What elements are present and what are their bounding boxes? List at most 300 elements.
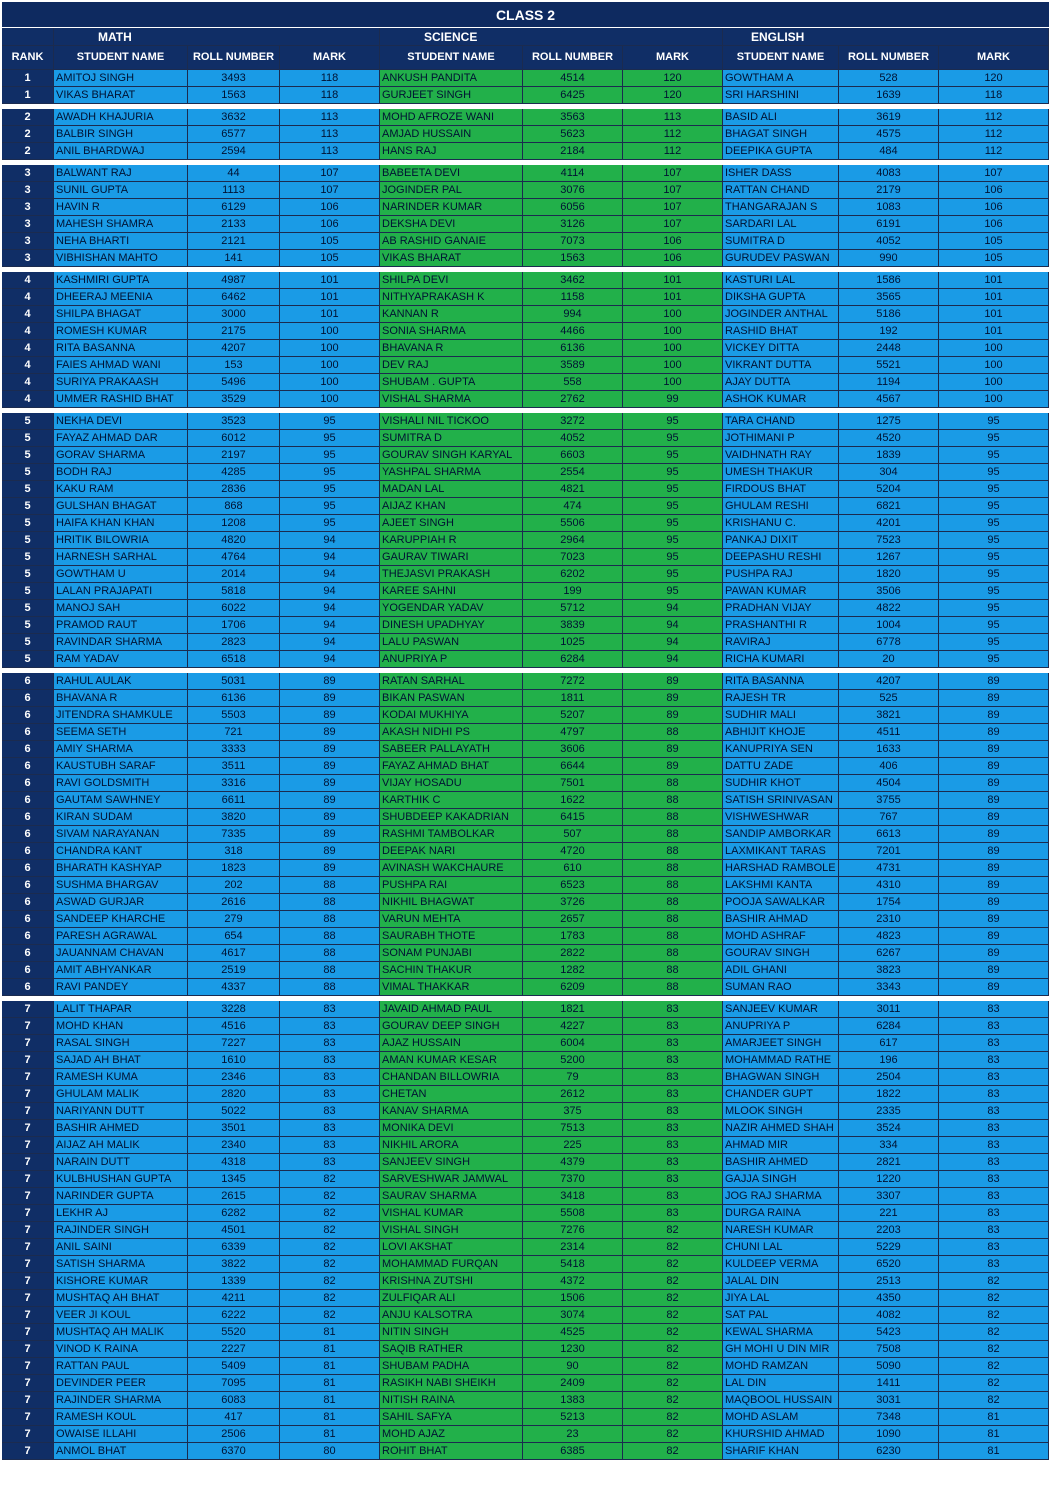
science-roll-cell: 3726 xyxy=(523,894,623,911)
science-roll-cell: 3563 xyxy=(523,109,623,126)
english-mark-cell: 95 xyxy=(939,498,1049,515)
rank-cell: 5 xyxy=(2,634,54,651)
science-name-cell: KRISHNA ZUTSHI xyxy=(380,1273,523,1290)
english-name-cell: MOHD ASHRAF xyxy=(723,928,839,945)
rank-cell: 6 xyxy=(2,673,54,690)
english-name-cell: LAXMIKANT TARAS xyxy=(723,843,839,860)
science-mark-cell: 95 xyxy=(623,549,723,566)
english-mark-cell: 83 xyxy=(939,1154,1049,1171)
math-mark-cell: 83 xyxy=(280,1086,380,1103)
math-name-cell: GORAV SHARMA xyxy=(54,447,188,464)
math-mark-cell: 106 xyxy=(280,199,380,216)
science-mark-cell: 100 xyxy=(623,374,723,391)
math-roll-cell: 7095 xyxy=(188,1375,280,1392)
rank-cell: 7 xyxy=(2,1256,54,1273)
english-name-cell: SUDHIR MALI xyxy=(723,707,839,724)
english-name-cell: TARA CHAND xyxy=(723,413,839,430)
math-roll-cell: 6518 xyxy=(188,651,280,668)
rank-cell: 6 xyxy=(2,826,54,843)
math-name-cell: HAVIN R xyxy=(54,199,188,216)
math-roll-cell: 3511 xyxy=(188,758,280,775)
math-mark-cell: 105 xyxy=(280,233,380,250)
science-name-cell: MOHD AJAZ xyxy=(380,1426,523,1443)
rank-cell: 7 xyxy=(2,1069,54,1086)
rank-cell: 6 xyxy=(2,894,54,911)
science-roll-cell: 1563 xyxy=(523,250,623,267)
math-name-cell: FAYAZ AHMAD DAR xyxy=(54,430,188,447)
science-mark-cell: 88 xyxy=(623,775,723,792)
math-name-cell: RAMESH KOUL xyxy=(54,1409,188,1426)
math-name-cell: SATISH SHARMA xyxy=(54,1256,188,1273)
english-mark-cell: 83 xyxy=(939,1188,1049,1205)
english-mark-cell: 112 xyxy=(939,109,1049,126)
english-name-cell: FIRDOUS BHAT xyxy=(723,481,839,498)
rank-cell: 3 xyxy=(2,250,54,267)
science-mark-cell: 83 xyxy=(623,1035,723,1052)
math-name-cell: RAVINDAR SHARMA xyxy=(54,634,188,651)
rank-cell: 3 xyxy=(2,233,54,250)
english-roll-cell: 5423 xyxy=(839,1324,939,1341)
science-mark-cell: 82 xyxy=(623,1256,723,1273)
math-name-cell: HAIFA KHAN KHAN xyxy=(54,515,188,532)
math-mark-cell: 81 xyxy=(280,1358,380,1375)
science-name-cell: SHUBAM . GUPTA xyxy=(380,374,523,391)
english-roll-cell: 1194 xyxy=(839,374,939,391)
math-name-cell: ANIL SAINI xyxy=(54,1239,188,1256)
rank-cell: 5 xyxy=(2,481,54,498)
math-mark-cell: 118 xyxy=(280,87,380,104)
english-roll-cell: 1004 xyxy=(839,617,939,634)
english-roll-cell: 2448 xyxy=(839,340,939,357)
science-roll-cell: 6603 xyxy=(523,447,623,464)
science-mark-cell: 100 xyxy=(623,340,723,357)
math-name-cell: NARAIN DUTT xyxy=(54,1154,188,1171)
rank-cell: 3 xyxy=(2,216,54,233)
science-mark-cell: 106 xyxy=(623,250,723,267)
rank-cell: 6 xyxy=(2,979,54,996)
math-mark-cell: 94 xyxy=(280,634,380,651)
math-name-cell: BODH RAJ xyxy=(54,464,188,481)
math-mark-cell: 89 xyxy=(280,843,380,860)
english-roll-cell: 7508 xyxy=(839,1341,939,1358)
math-name-cell: AMIT ABHYANKAR xyxy=(54,962,188,979)
science-mark-cell: 113 xyxy=(623,109,723,126)
math-roll-cell: 4987 xyxy=(188,272,280,289)
math-roll-cell: 153 xyxy=(188,357,280,374)
english-mark-cell: 95 xyxy=(939,481,1049,498)
science-mark-cell: 95 xyxy=(623,464,723,481)
english-mark-cell: 118 xyxy=(939,87,1049,104)
science-name-cell: HANS RAJ xyxy=(380,143,523,160)
english-roll-cell: 528 xyxy=(839,70,939,87)
science-mark-cell: 83 xyxy=(623,1069,723,1086)
english-mark-cell: 81 xyxy=(939,1426,1049,1443)
math-name-cell: KAUSTUBH SARAF xyxy=(54,758,188,775)
english-name-cell: GOURAV SINGH xyxy=(723,945,839,962)
science-roll-cell: 7276 xyxy=(523,1222,623,1239)
english-name-cell: DATTU ZADE xyxy=(723,758,839,775)
rank-group-separator xyxy=(2,104,1049,108)
math-roll-cell: 5031 xyxy=(188,673,280,690)
science-roll-cell: 2657 xyxy=(523,911,623,928)
english-mark-cell: 89 xyxy=(939,690,1049,707)
english-mark-cell: 105 xyxy=(939,250,1049,267)
science-roll-cell: 2612 xyxy=(523,1086,623,1103)
science-name-cell: RASIKH NABI SHEIKH xyxy=(380,1375,523,1392)
science-name-cell: AMJAD HUSSAIN xyxy=(380,126,523,143)
science-roll-cell: 3418 xyxy=(523,1188,623,1205)
math-mark-header: MARK xyxy=(280,46,380,70)
science-name-cell: VISHAL KUMAR xyxy=(380,1205,523,1222)
science-roll-cell: 7073 xyxy=(523,233,623,250)
science-roll-cell: 4372 xyxy=(523,1273,623,1290)
science-mark-cell: 82 xyxy=(623,1392,723,1409)
science-mark-cell: 89 xyxy=(623,741,723,758)
science-roll-cell: 7370 xyxy=(523,1171,623,1188)
english-roll-cell: 3821 xyxy=(839,707,939,724)
english-name-cell: DEEPIKA GUPTA xyxy=(723,143,839,160)
science-mark-cell: 107 xyxy=(623,165,723,182)
science-roll-cell: 4379 xyxy=(523,1154,623,1171)
science-roll-cell: 6209 xyxy=(523,979,623,996)
rank-cell: 5 xyxy=(2,515,54,532)
english-mark-cell: 101 xyxy=(939,289,1049,306)
math-roll-cell: 44 xyxy=(188,165,280,182)
rank-cell: 7 xyxy=(2,1239,54,1256)
science-name-cell: SAHIL SAFYA xyxy=(380,1409,523,1426)
math-mark-cell: 80 xyxy=(280,1443,380,1460)
science-mark-cell: 107 xyxy=(623,199,723,216)
science-name-cell: SHUBDEEP KAKADRIAN xyxy=(380,809,523,826)
english-roll-cell: 2504 xyxy=(839,1069,939,1086)
science-name-cell: NIKHIL ARORA xyxy=(380,1137,523,1154)
science-name-cell: SONAM PUNJABI xyxy=(380,945,523,962)
english-name-cell: BASHIR AHMAD xyxy=(723,911,839,928)
english-roll-cell: 196 xyxy=(839,1052,939,1069)
english-roll-cell: 3524 xyxy=(839,1120,939,1137)
rank-cell: 6 xyxy=(2,962,54,979)
rank-cell: 7 xyxy=(2,1409,54,1426)
english-mark-cell: 83 xyxy=(939,1222,1049,1239)
math-mark-cell: 88 xyxy=(280,911,380,928)
math-name-cell: ROMESH KUMAR xyxy=(54,323,188,340)
math-roll-cell: 3523 xyxy=(188,413,280,430)
english-roll-cell: 525 xyxy=(839,690,939,707)
science-mark-cell: 82 xyxy=(623,1426,723,1443)
science-roll-cell: 6385 xyxy=(523,1443,623,1460)
math-name-cell: RITA BASANNA xyxy=(54,340,188,357)
rank-cell: 5 xyxy=(2,617,54,634)
science-roll-cell: 1282 xyxy=(523,962,623,979)
rank-cell: 7 xyxy=(2,1392,54,1409)
math-roll-cell: 4337 xyxy=(188,979,280,996)
math-roll-cell: 7335 xyxy=(188,826,280,843)
math-roll-cell: 5520 xyxy=(188,1324,280,1341)
science-name-cell: JOGINDER PAL xyxy=(380,182,523,199)
english-roll-cell: 3755 xyxy=(839,792,939,809)
science-roll-cell: 4797 xyxy=(523,724,623,741)
math-mark-cell: 95 xyxy=(280,430,380,447)
math-roll-cell: 6222 xyxy=(188,1307,280,1324)
math-mark-cell: 95 xyxy=(280,447,380,464)
rank-cell: 6 xyxy=(2,928,54,945)
math-name-cell: BALWANT RAJ xyxy=(54,165,188,182)
english-mark-cell: 82 xyxy=(939,1324,1049,1341)
english-roll-cell: 5229 xyxy=(839,1239,939,1256)
math-roll-cell: 2227 xyxy=(188,1341,280,1358)
science-name-cell: AIJAZ KHAN xyxy=(380,498,523,515)
english-roll-cell: 3565 xyxy=(839,289,939,306)
science-roll-cell: 4525 xyxy=(523,1324,623,1341)
english-mark-cell: 95 xyxy=(939,583,1049,600)
english-roll-cell: 1267 xyxy=(839,549,939,566)
science-roll-cell: 6644 xyxy=(523,758,623,775)
science-roll-cell: 3272 xyxy=(523,413,623,430)
math-name-cell: JAUANNAM CHAVAN xyxy=(54,945,188,962)
science-name-cell: YOGENDAR YADAV xyxy=(380,600,523,617)
math-mark-cell: 82 xyxy=(280,1290,380,1307)
math-mark-cell: 101 xyxy=(280,289,380,306)
science-roll-cell: 7023 xyxy=(523,549,623,566)
science-name-cell: DINESH UPADHYAY xyxy=(380,617,523,634)
math-roll-cell: 2340 xyxy=(188,1137,280,1154)
rank-cell: 7 xyxy=(2,1205,54,1222)
english-mark-cell: 95 xyxy=(939,600,1049,617)
science-name-cell: SARVESHWAR JAMWAL xyxy=(380,1171,523,1188)
science-mark-cell: 83 xyxy=(623,1103,723,1120)
english-mark-cell: 100 xyxy=(939,340,1049,357)
english-roll-cell: 1083 xyxy=(839,199,939,216)
math-name-cell: CHANDRA KANT xyxy=(54,843,188,860)
english-name-cell: BASHIR AHMED xyxy=(723,1154,839,1171)
english-name-cell: GAJJA SINGH xyxy=(723,1171,839,1188)
science-mark-cell: 120 xyxy=(623,87,723,104)
math-name-cell: RAJINDER SHARMA xyxy=(54,1392,188,1409)
math-roll-cell: 3820 xyxy=(188,809,280,826)
english-name-cell: VAIDHNATH RAY xyxy=(723,447,839,464)
english-roll-cell: 4082 xyxy=(839,1307,939,1324)
english-name-cell: SATISH SRINIVASAN xyxy=(723,792,839,809)
science-name-cell: DEEPAK NARI xyxy=(380,843,523,860)
math-mark-cell: 88 xyxy=(280,894,380,911)
english-name-cell: MLOOK SINGH xyxy=(723,1103,839,1120)
math-name-cell: VINOD K RAINA xyxy=(54,1341,188,1358)
english-roll-cell: 1275 xyxy=(839,413,939,430)
rank-cell: 7 xyxy=(2,1324,54,1341)
english-name-cell: JOTHIMANI P xyxy=(723,430,839,447)
science-name-cell: MADAN LAL xyxy=(380,481,523,498)
math-roll-cell: 318 xyxy=(188,843,280,860)
math-name-cell: BHARATH KASHYAP xyxy=(54,860,188,877)
math-name-cell: MOHD KHAN xyxy=(54,1018,188,1035)
science-mark-cell: 83 xyxy=(623,1018,723,1035)
math-mark-cell: 95 xyxy=(280,515,380,532)
english-mark-cell: 95 xyxy=(939,617,1049,634)
science-mark-cell: 88 xyxy=(623,877,723,894)
math-mark-cell: 81 xyxy=(280,1341,380,1358)
science-roll-cell: 4466 xyxy=(523,323,623,340)
english-name-cell: JIYA LAL xyxy=(723,1290,839,1307)
science-mark-cell: 94 xyxy=(623,651,723,668)
math-mark-cell: 89 xyxy=(280,690,380,707)
rank-cell: 4 xyxy=(2,374,54,391)
math-mark-cell: 94 xyxy=(280,617,380,634)
math-name-cell: OWAISE ILLAHI xyxy=(54,1426,188,1443)
rank-group-separator xyxy=(2,160,1049,164)
english-name-cell: PRADHAN VIJAY xyxy=(723,600,839,617)
science-name-cell: GAURAV TIWARI xyxy=(380,549,523,566)
science-mark-cell: 89 xyxy=(623,707,723,724)
math-name-cell: KIRAN SUDAM xyxy=(54,809,188,826)
english-mark-cell: 83 xyxy=(939,1171,1049,1188)
english-name-cell: RASHID BHAT xyxy=(723,323,839,340)
science-mark-cell: 101 xyxy=(623,289,723,306)
math-roll-cell: 3000 xyxy=(188,306,280,323)
english-roll-cell: 1820 xyxy=(839,566,939,583)
math-mark-cell: 82 xyxy=(280,1171,380,1188)
rank-cell: 7 xyxy=(2,1341,54,1358)
english-roll-cell: 767 xyxy=(839,809,939,826)
english-name-cell: JOGINDER ANTHAL xyxy=(723,306,839,323)
science-name-cell: MOHAMMAD FURQAN xyxy=(380,1256,523,1273)
rank-cell: 4 xyxy=(2,306,54,323)
english-roll-cell: 5521 xyxy=(839,357,939,374)
science-roll-cell: 5712 xyxy=(523,600,623,617)
english-roll-cell: 4052 xyxy=(839,233,939,250)
math-name-cell: SURIYA PRAKAASH xyxy=(54,374,188,391)
science-roll-cell: 7501 xyxy=(523,775,623,792)
math-name-cell: VEER JI KOUL xyxy=(54,1307,188,1324)
english-roll-number-header: ROLL NUMBER xyxy=(839,46,939,70)
math-mark-cell: 94 xyxy=(280,532,380,549)
math-roll-cell: 2121 xyxy=(188,233,280,250)
science-roll-cell: 994 xyxy=(523,306,623,323)
science-roll-cell: 1158 xyxy=(523,289,623,306)
english-mark-cell: 95 xyxy=(939,464,1049,481)
english-roll-cell: 3031 xyxy=(839,1392,939,1409)
english-mark-cell: 83 xyxy=(939,1103,1049,1120)
english-name-cell: KANUPRIYA SEN xyxy=(723,741,839,758)
math-name-cell: SAJAD AH BHAT xyxy=(54,1052,188,1069)
science-roll-cell: 3074 xyxy=(523,1307,623,1324)
science-mark-cell: 83 xyxy=(623,1086,723,1103)
science-roll-cell: 3839 xyxy=(523,617,623,634)
math-mark-cell: 88 xyxy=(280,877,380,894)
english-mark-cell: 89 xyxy=(939,962,1049,979)
rank-cell: 6 xyxy=(2,690,54,707)
rank-group-separator xyxy=(2,408,1049,412)
math-name-cell: LALIT THAPAR xyxy=(54,1001,188,1018)
math-name-cell: KASHMIRI GUPTA xyxy=(54,272,188,289)
math-name-cell: AIJAZ AH MALIK xyxy=(54,1137,188,1154)
science-mark-cell: 95 xyxy=(623,515,723,532)
math-mark-cell: 83 xyxy=(280,1018,380,1035)
science-mark-cell: 82 xyxy=(623,1375,723,1392)
english-name-cell: AJAY DUTTA xyxy=(723,374,839,391)
english-roll-cell: 304 xyxy=(839,464,939,481)
english-mark-cell: 100 xyxy=(939,391,1049,408)
english-mark-cell: 101 xyxy=(939,272,1049,289)
science-name-cell: KANAV SHARMA xyxy=(380,1103,523,1120)
science-mark-cell: 82 xyxy=(623,1358,723,1375)
math-mark-cell: 101 xyxy=(280,272,380,289)
english-name-cell: DURGA RAINA xyxy=(723,1205,839,1222)
english-name-cell: PAWAN KUMAR xyxy=(723,583,839,600)
math-roll-cell: 6012 xyxy=(188,430,280,447)
math-roll-cell: 6370 xyxy=(188,1443,280,1460)
rank-cell: 5 xyxy=(2,583,54,600)
math-name-cell: HARNESH SARHAL xyxy=(54,549,188,566)
math-mark-cell: 88 xyxy=(280,962,380,979)
english-mark-cell: 89 xyxy=(939,707,1049,724)
rank-cell: 5 xyxy=(2,651,54,668)
english-name-cell: MOHAMMAD RATHE xyxy=(723,1052,839,1069)
english-name-cell: THANGARAJAN S xyxy=(723,199,839,216)
science-mark-cell: 88 xyxy=(623,843,723,860)
math-mark-cell: 83 xyxy=(280,1137,380,1154)
english-name-cell: SHARIF KHAN xyxy=(723,1443,839,1460)
math-mark-cell: 89 xyxy=(280,860,380,877)
english-mark-cell: 89 xyxy=(939,843,1049,860)
math-name-cell: SUSHMA BHARGAV xyxy=(54,877,188,894)
science-roll-cell: 5418 xyxy=(523,1256,623,1273)
math-name-cell: LALAN PRAJAPATI xyxy=(54,583,188,600)
science-roll-cell: 3462 xyxy=(523,272,623,289)
science-mark-cell: 94 xyxy=(623,617,723,634)
math-mark-cell: 107 xyxy=(280,182,380,199)
english-roll-cell: 7523 xyxy=(839,532,939,549)
english-roll-cell: 3506 xyxy=(839,583,939,600)
math-mark-cell: 100 xyxy=(280,340,380,357)
english-mark-cell: 95 xyxy=(939,634,1049,651)
science-name-cell: RATAN SARHAL xyxy=(380,673,523,690)
english-mark-cell: 83 xyxy=(939,1001,1049,1018)
math-roll-cell: 3316 xyxy=(188,775,280,792)
math-mark-cell: 100 xyxy=(280,357,380,374)
english-mark-cell: 83 xyxy=(939,1120,1049,1137)
science-name-cell: CHETAN xyxy=(380,1086,523,1103)
rank-group-separator xyxy=(2,996,1049,1000)
math-roll-cell: 6462 xyxy=(188,289,280,306)
english-roll-cell: 1633 xyxy=(839,741,939,758)
science-roll-cell: 225 xyxy=(523,1137,623,1154)
english-name-cell: ADIL GHANI xyxy=(723,962,839,979)
science-mark-cell: 112 xyxy=(623,126,723,143)
english-mark-cell: 82 xyxy=(939,1341,1049,1358)
science-roll-cell: 1383 xyxy=(523,1392,623,1409)
english-name-cell: SAT PAL xyxy=(723,1307,839,1324)
science-mark-cell: 100 xyxy=(623,357,723,374)
science-name-cell: NITIN SINGH xyxy=(380,1324,523,1341)
english-mark-cell: 82 xyxy=(939,1273,1049,1290)
science-name-cell: ZULFIQAR ALI xyxy=(380,1290,523,1307)
science-roll-cell: 2822 xyxy=(523,945,623,962)
science-name-cell: NIKHIL BHAGWAT xyxy=(380,894,523,911)
english-mark-cell: 83 xyxy=(939,1052,1049,1069)
math-roll-cell: 417 xyxy=(188,1409,280,1426)
english-mark-cell: 89 xyxy=(939,741,1049,758)
science-mark-cell: 82 xyxy=(623,1443,723,1460)
rank-cell: 5 xyxy=(2,600,54,617)
science-mark-cell: 83 xyxy=(623,1052,723,1069)
math-mark-cell: 118 xyxy=(280,70,380,87)
math-roll-cell: 2014 xyxy=(188,566,280,583)
math-mark-cell: 100 xyxy=(280,374,380,391)
math-roll-cell: 1345 xyxy=(188,1171,280,1188)
rank-cell: 5 xyxy=(2,566,54,583)
science-roll-cell: 2554 xyxy=(523,464,623,481)
english-roll-cell: 2513 xyxy=(839,1273,939,1290)
